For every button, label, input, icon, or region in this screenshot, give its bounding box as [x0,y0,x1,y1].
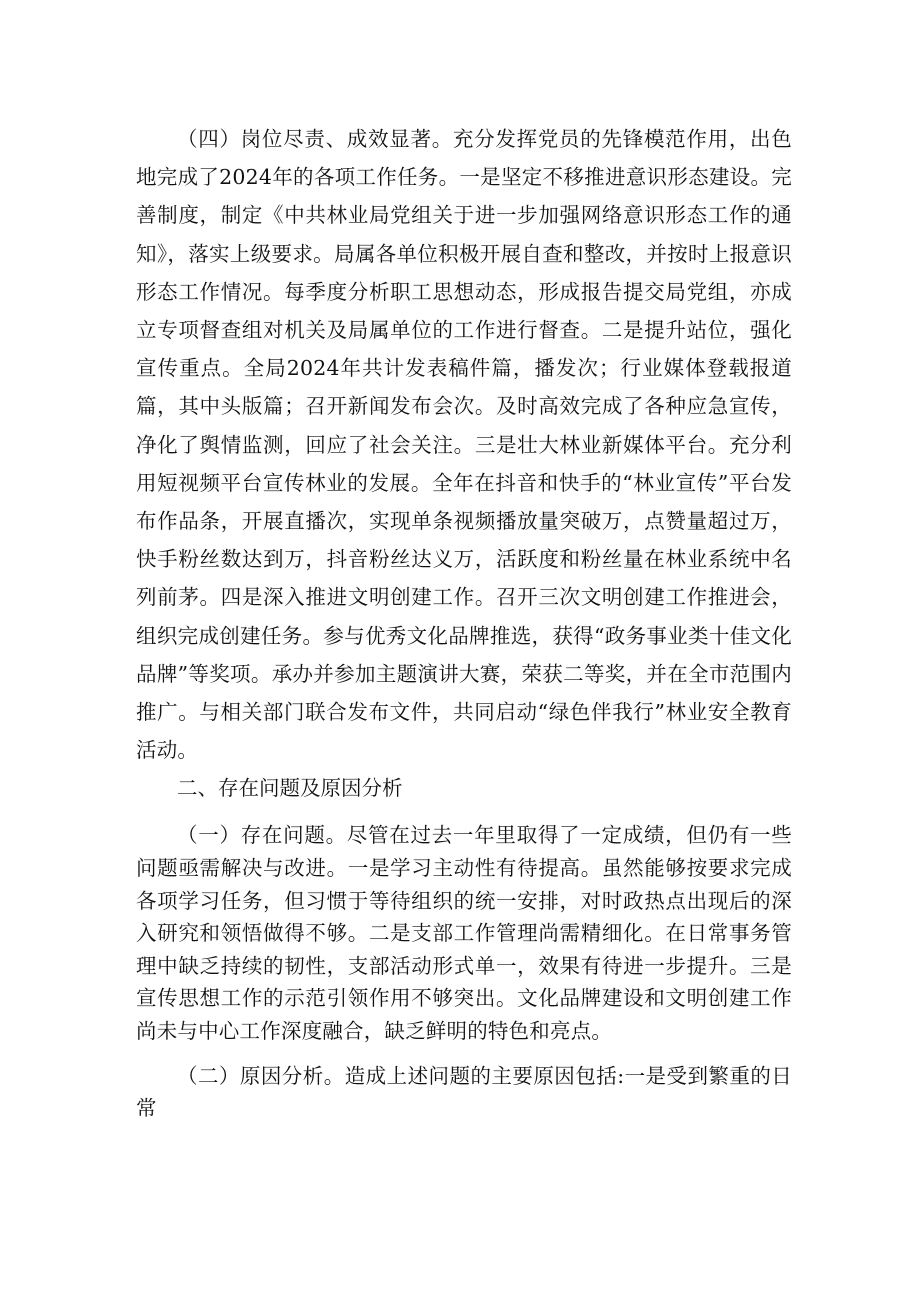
paragraph-cause-analysis: （二）原因分析。造成上述问题的主要原因包括:一是受到繁重的日常 [136,1063,792,1120]
document-page [136,120,792,1124]
paragraph-existing-problems: （一）存在问题。尽管在过去一年里取得了一定成绩，但仍有一些问题亟需解决与改进。一是学习主动性有待提高。虽然能够按要求完成各项学习任务，但习惯于等待组织的统一安排，对时政热点出现后的深入研究和领悟做得不够。二是支部工作管理尚需精细化。在日常事务管理中缺乏持续的韧性，支部活动形式单一，效果有待进一步提升。三是宣传思想工作的示范引领作用不够突出。文化品牌建设和文明创建工作尚未与中心工作深度融合，缺乏鲜明的特色和亮点。 [136,823,792,1044]
paragraph-achievements: （四）岗位尽责、成效显著。充分发挥党员的先锋模范作用，出色地完成了2024年的各项工作任务。一是坚定不移推进意识形态建设。完善制度，制定《中共林业局党组关于进一步加强网络意识形态工作的通知》，落实上级要求。局属各单位积极开展自查和整改，并按时上报意识形态工作情况。每季度分析职工思想动态，形成报告提交局党组，亦成立专项督查组对机关及局属单位的工作进行督查。二是提升站位，强化宣传重点。全局2024年共计发表稿件篇，播发次；行业媒体登载报道篇，其中头版篇；召开新闻发布会次。及时高效完成了各种应急宣传，净化了舆情监测，回应了社会关注。三是壮大林业新媒体平台。充分利用短视频平台宣传林业的发展。全年在抖音和快手的“林业宣传”平台发布作品条，开展直播次，实现单条视频播放量突破万，点赞量超过万，快手粉丝数达到万，抖音粉丝达义万，活跃度和粉丝量在林业系统中名列前茅。四是深入推进文明创建工作。召开三次文明创建工作推进会，组织完成创建任务。参与优秀文化品牌推选，获得“政务事业类十佳文化品牌”等奖项。承办并参加主题演讲大赛，荣获二等奖，并在全市范围内推广。与相关部门联合发布文件，共同启动“绿色伴我行”林业安全教育活动。 [136,127,792,763]
section-heading-problems-analysis: 二、存在问题及原因分析 [177,776,403,801]
